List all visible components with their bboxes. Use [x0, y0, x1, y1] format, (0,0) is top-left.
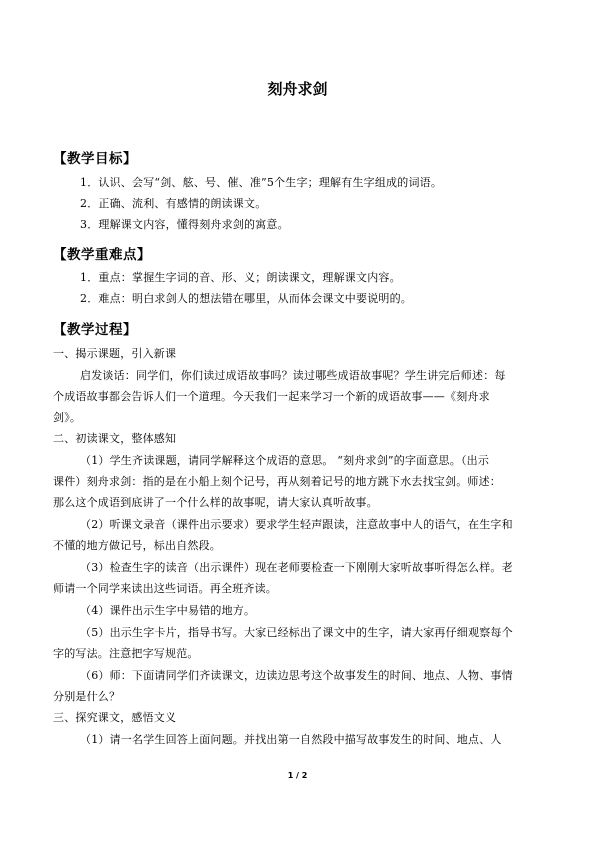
paragraph-line: 启发谈话：同学们，你们读过成语故事吗？读过哪些成语故事呢？学生讲完后师述：每 [80, 369, 506, 382]
paragraph-line: 剑》。 [53, 411, 82, 424]
paragraph-line: （2）听课文录音（课件出示要求）要求学生轻声跟读，注意故事中人的语气，在生字和 [80, 518, 513, 531]
keypoint-item: 1．重点：掌握生字词的音、形、义；朗读课文，理解课文内容。 [80, 271, 401, 284]
paragraph-line: 那么这个成语到底讲了一个什么样的故事呢，请大家认真听故事。 [53, 496, 378, 509]
paragraph-line: （6）师：下面请同学们齐读课文，边读边思考这个故事发生的时间、地点、人物、事情 [80, 669, 513, 682]
paragraph-line: 字的写法。注意把字写规范。 [53, 647, 199, 660]
paragraph-line: （4）课件出示生字中易错的地方。 [80, 604, 256, 617]
paragraph-line: （1）请一名学生回答上面问题。并找出第一自然段中描写故事发生的时间、地点、人 [80, 733, 502, 746]
section-heading-goals: 【教学目标】 [53, 151, 137, 167]
page-number: 1 / 2 [287, 771, 308, 780]
paragraph-line: 分别是什么？ [53, 690, 121, 703]
goal-item: 2．正确、流利、有感情的朗读课文。 [80, 197, 267, 210]
process-subheading: 一、揭示课题，引入新课 [53, 347, 177, 360]
paragraph-line: （3）检查生字的读音（出示课件）现在老师要检查一下刚刚大家听故事听得怎么样。老 [80, 561, 513, 574]
paragraph-line: 个成语故事都会告诉人们一个道理。今天我们一起来学习一个新的成语故事——《刻舟求 [53, 390, 490, 403]
goal-item: 3．理解课文内容，懂得刻舟求剑的寓意。 [80, 218, 289, 231]
paragraph-line: 师请一个同学来读出这些词语。再全班齐读。 [53, 582, 277, 595]
document-title: 刻舟求剑 [267, 80, 328, 98]
paragraph-line: 课件）刻舟求剑：指的是在小船上刻个记号，再从刻着记号的地方跳下水去找宝剑。师述： [53, 475, 501, 488]
paragraph-line: （1）学生齐读课题，请同学解释这个成语的意思。 “刻舟求剑”的字面意思。（出示 [80, 454, 490, 467]
goal-item: 1．认识、会写“剑、舷、号、催、准”5个生字；理解有生字组成的词语。 [80, 176, 443, 189]
paragraph-line: （5）出示生字卡片，指导书写。大家已经标出了课文中的生字，请大家再仔细观察每个 [80, 626, 513, 639]
paragraph-line: 不懂的地方做记号，标出自然段。 [53, 539, 221, 552]
process-subheading: 三、探究课文，感悟文义 [53, 711, 177, 724]
keypoint-item: 2．难点：明白求剑人的想法错在哪里，从而体会课文中要说明的。 [80, 292, 412, 305]
section-heading-keypoints: 【教学重难点】 [53, 247, 151, 263]
process-subheading: 二、初读课文，整体感知 [53, 432, 177, 445]
section-heading-process: 【教学过程】 [53, 322, 137, 338]
